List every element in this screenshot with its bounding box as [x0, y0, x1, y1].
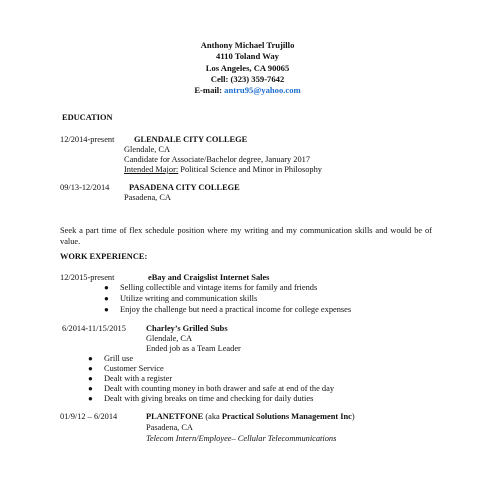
major-label: Intended Major: — [124, 165, 179, 174]
work-heading: WORK EXPERIENCE: — [60, 252, 148, 261]
email-link[interactable]: antru95@yahoo.com — [224, 85, 301, 96]
edu-date-1: 12/2014-present — [60, 135, 115, 144]
bullet-icon: ● — [104, 305, 109, 314]
bullet-icon: ● — [88, 384, 93, 393]
education-heading: EDUCATION — [62, 113, 113, 122]
applicant-name: Anthony Michael Trujillo — [200, 40, 295, 50]
job2-title: Ended job as a Team Leader — [146, 344, 241, 353]
contact-header — [140, 40, 355, 96]
edu-location-2: Pasadena, CA — [124, 193, 171, 202]
objective-paragraph: Seek a part time of flex schedule position where my writing and my communication skills and would be of value. — [60, 226, 432, 246]
bullet-icon: ● — [104, 294, 109, 303]
job-date-1: 12/2015-present — [60, 273, 115, 282]
edu-school-1: GLENDALE CITY COLLEGE — [134, 135, 248, 144]
job-employer-2: Charley’s Grilled Subs — [146, 324, 228, 333]
bullet-icon: ● — [88, 394, 93, 403]
email-line — [140, 85, 355, 96]
bullet-icon: ● — [88, 374, 93, 383]
city-state-zip: Los Angeles, CA 90065 — [205, 62, 290, 73]
street-address: 4110 Toland Way — [216, 51, 279, 62]
bullet-icon: ● — [88, 364, 93, 373]
edu-major-1 — [124, 165, 322, 176]
resume-page: Anthony Michael Trujillo 4110 Toland Way Los Angeles, CA 90065 Cell: (323) 359-7642 E-mail: antru95@yahoo.com EDUCATION 12/2014-present GLENDALE CITY COLLEGE Glendale, CA Candidate for Associate/Bachelor degree, January 2017 Intended Major: Political Science and Minor in Philosophy 09/13-12/2014 PASADENA CITY COLLEGE Pasadena, CA Seek a part time of flex schedule position where my writing and my communication skills and would be of value. WORK EXPERIENCE: 12/2015-present eBay and Craigslist Internet Sales ● Selling collectible and vintage items for family and friends ● Utilize writing and communication skills ● Enjoy the challenge but need a practical income for college expenses 6/2014-11/15/2015 Charley’s Grilled Subs Glendale, CA Ended job as a Team Leader ● Grill use ● Customer Service ● Dealt with a register ● Dealt with counting money in both drawer and safe at end of the day ● Dealt with giving breaks on time and checking for daily duties 01/9/12 – 6/2014 PLANETFONE (aka Practical Solutions Management Inc) Pasadena, CA Telecom Intern/Employee– Cellular Telecommunications — [60, 40, 432, 443]
job3-role: Telecom Intern/Employee– Cellular Telecommunications — [146, 434, 337, 443]
job-employer-1: eBay and Craigslist Internet Sales — [148, 273, 270, 282]
job3-location: Pasadena, CA — [146, 423, 193, 432]
edu-location-1: Glendale, CA — [124, 145, 171, 154]
job2-location: Glendale, CA — [146, 334, 193, 343]
edu-school-2: PASADENA CITY COLLEGE — [129, 183, 240, 192]
cell-phone: Cell: (323) 359-7642 — [210, 73, 285, 84]
bullet-icon: ● — [88, 354, 93, 363]
job-date-3: 01/9/12 – 6/2014 — [60, 412, 118, 421]
bullet-icon: ● — [104, 283, 109, 292]
email-label: E-mail: — [194, 85, 222, 96]
edu-date-2: 09/13-12/2014 — [60, 183, 110, 192]
major-text: Political Science and Minor in Philosophy — [178, 165, 322, 174]
edu-degree-1: Candidate for Associate/Bachelor degree, January 2017 — [124, 155, 311, 164]
job-employer-3: PLANETFONE (aka Practical Solutions Management Inc) — [146, 412, 355, 421]
job-date-2: 6/2014-11/15/2015 — [62, 324, 126, 333]
